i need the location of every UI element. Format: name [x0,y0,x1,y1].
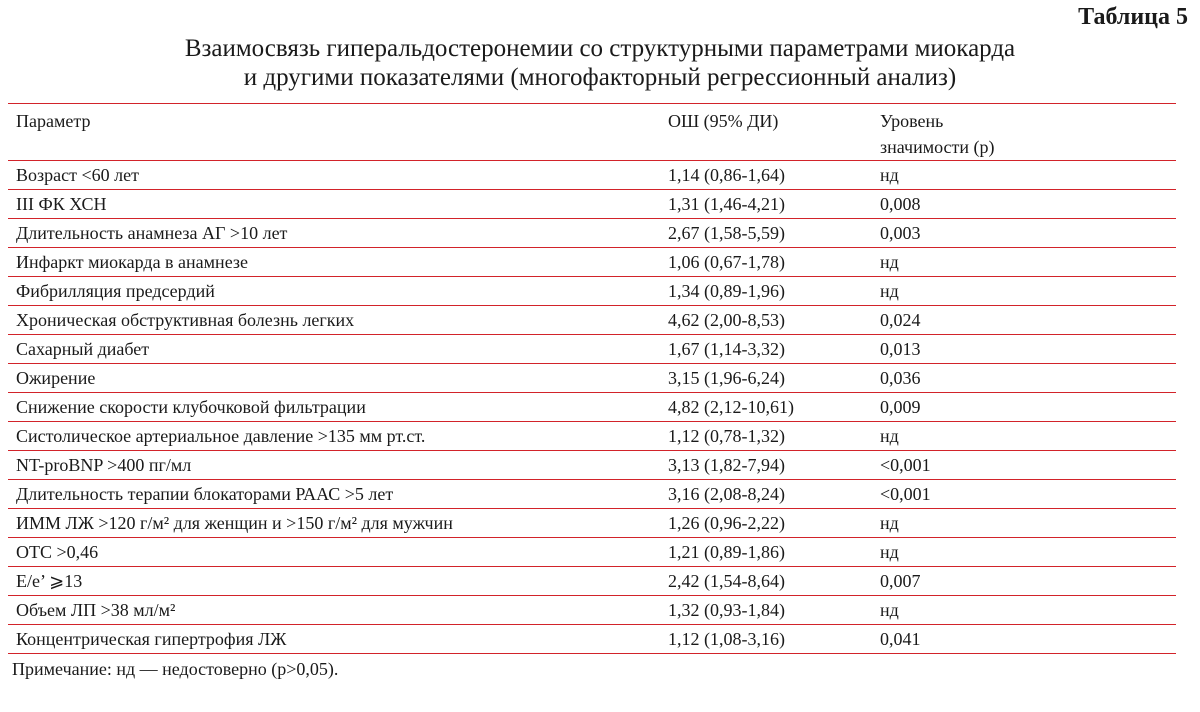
cell-param: Концентрическая гипертрофия ЛЖ [8,625,660,654]
table-row [8,219,1176,248]
cell-param: ОТС >0,46 [8,538,660,567]
table-row [8,567,1176,596]
cell-or-ci: 1,12 (0,78-1,32) [660,422,872,451]
table-row [8,393,1176,422]
header-param: Параметр [8,104,660,161]
table-row [8,161,1176,190]
caption-line-2: и другими показателями (многофакторный регрессионный анализ) [243,64,957,91]
cell-or-ci: 3,15 (1,96-6,24) [660,364,872,393]
cell-p-value: нд [872,538,1176,567]
header-significance-line-1: Уровень [880,111,944,131]
cell-p-value: 0,003 [872,219,1176,248]
table-row [8,509,1176,538]
table-row [8,335,1176,364]
cell-param: Ожирение [8,364,660,393]
header-or-ci: ОШ (95% ДИ) [660,104,872,161]
table-note: Примечание: нд — недостоверно (p>0,05). [12,659,339,679]
cell-p-value: 0,009 [872,393,1176,422]
table-header-row [8,104,1176,161]
cell-param: Фибрилляция предсердий [8,277,660,306]
regression-table [8,103,1176,654]
cell-or-ci: 1,31 (1,46-4,21) [660,190,872,219]
caption-line-1: Взаимосвязь гиперальдостеронемии со структурными параметрами миокарда [184,35,1016,62]
cell-p-value: 0,036 [872,364,1176,393]
cell-or-ci: 3,16 (2,08-8,24) [660,480,872,509]
cell-p-value: нд [872,248,1176,277]
cell-or-ci: 1,06 (0,67-1,78) [660,248,872,277]
table-row [8,190,1176,219]
cell-or-ci: 1,14 (0,86-1,64) [660,161,872,190]
cell-p-value: нд [872,161,1176,190]
cell-p-value: <0,001 [872,480,1176,509]
cell-p-value: нд [872,277,1176,306]
cell-param: Сахарный диабет [8,335,660,364]
table-row [8,306,1176,335]
table-row [8,248,1176,277]
cell-p-value: нд [872,422,1176,451]
cell-p-value: 0,041 [872,625,1176,654]
cell-p-value: 0,024 [872,306,1176,335]
table-row [8,277,1176,306]
table-row [8,480,1176,509]
table-row [8,364,1176,393]
cell-param: Объем ЛП >38 мл/м² [8,596,660,625]
cell-param: Возраст <60 лет [8,161,660,190]
cell-param: NT-proBNP >400 пг/мл [8,451,660,480]
cell-param: III ФК ХСН [8,190,660,219]
cell-param: E/e’ ⩾13 [8,567,660,596]
cell-or-ci: 1,21 (0,89-1,86) [660,538,872,567]
cell-param: Хроническая обструктивная болезнь легких [8,306,660,335]
table-row [8,625,1176,654]
table-number: Таблица 5 [1078,4,1188,30]
cell-or-ci: 4,62 (2,00-8,53) [660,306,872,335]
cell-or-ci: 1,67 (1,14-3,32) [660,335,872,364]
cell-param: Снижение скорости клубочковой фильтрации [8,393,660,422]
cell-or-ci: 4,82 (2,12-10,61) [660,393,872,422]
cell-p-value: 0,013 [872,335,1176,364]
header-significance [872,104,1176,161]
header-significance-line-2: значимости (p) [880,137,995,157]
cell-or-ci: 1,34 (0,89-1,96) [660,277,872,306]
table-caption [0,34,1200,92]
cell-param: Длительность терапии блокаторами РААС >5 лет [8,480,660,509]
cell-param: Инфаркт миокарда в анамнезе [8,248,660,277]
table-row [8,422,1176,451]
cell-or-ci: 2,42 (1,54-8,64) [660,567,872,596]
cell-or-ci: 1,12 (1,08-3,16) [660,625,872,654]
cell-param: ИММ ЛЖ >120 г/м² для женщин и >150 г/м² для мужчин [8,509,660,538]
table-row [8,538,1176,567]
cell-or-ci: 1,32 (0,93-1,84) [660,596,872,625]
cell-or-ci: 1,26 (0,96-2,22) [660,509,872,538]
cell-param: Систолическое артериальное давление >135 мм рт.ст. [8,422,660,451]
cell-param: Длительность анамнеза АГ >10 лет [8,219,660,248]
cell-or-ci: 2,67 (1,58-5,59) [660,219,872,248]
cell-or-ci: 3,13 (1,82-7,94) [660,451,872,480]
table-row [8,596,1176,625]
cell-p-value: <0,001 [872,451,1176,480]
cell-p-value: 0,008 [872,190,1176,219]
cell-p-value: нд [872,596,1176,625]
table-row [8,451,1176,480]
cell-p-value: нд [872,509,1176,538]
cell-p-value: 0,007 [872,567,1176,596]
